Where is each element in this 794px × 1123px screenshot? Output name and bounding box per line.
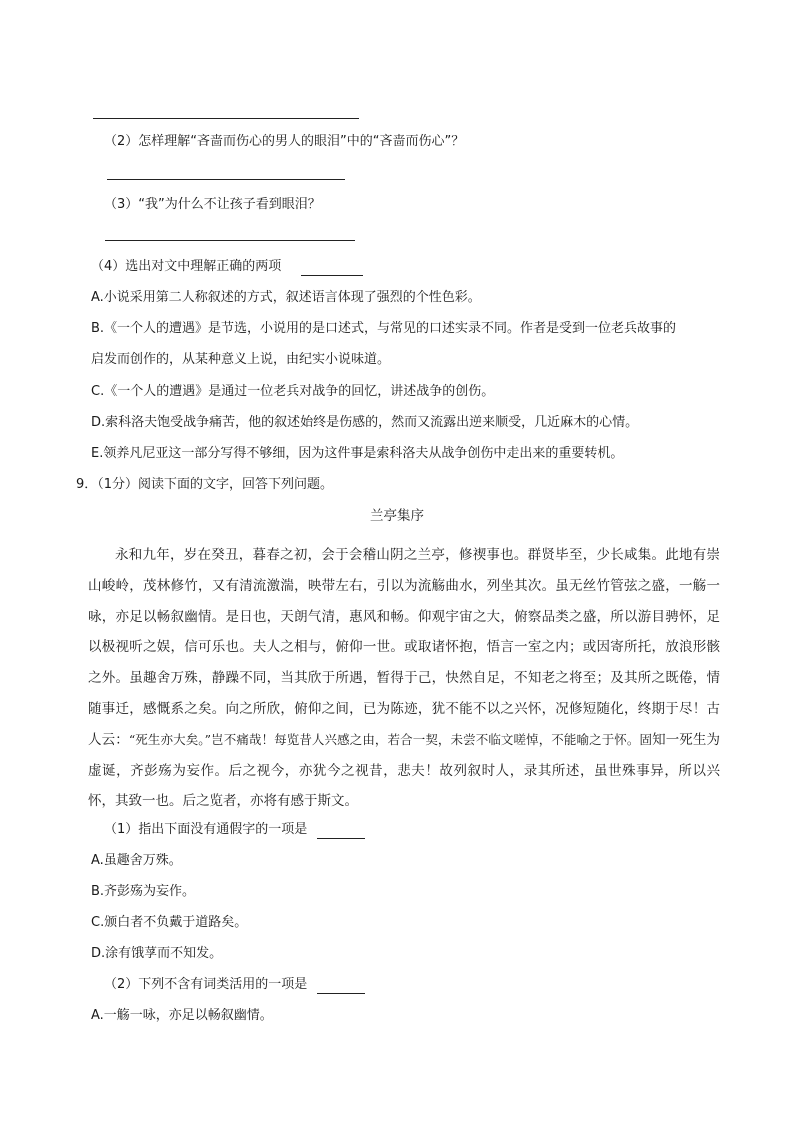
q9-sub1-question: （1）指出下面没有通假字的一项是: [104, 822, 308, 837]
q8-sub3-answer-line[interactable]: [105, 240, 355, 241]
q9-sub1-option-c: C.颁白者不负戴于道路矣。: [91, 915, 248, 930]
q9-sub1-option-b: B.齐彭殇为妄作。: [91, 884, 196, 899]
q8-option-b-continued: 启发而创作的，从某种意义上说，由纪实小说味道。: [91, 352, 391, 367]
passage-text-part2: 知一死生为虚诞，齐彭殇为妄作。后之视今，亦犹今之视昔，悲夫！故列叙时人，录其所述，虽世殊事异，所以兴怀，其致一也。后之览者，亦将有感于斯文。: [88, 731, 721, 810]
q9-stem: 9．（1分）阅读下面的文字，回答下列问题。: [76, 477, 334, 492]
answer-blank-line[interactable]: [93, 118, 359, 119]
q8-sub3-question: （3）“我”为什么不让孩子看到眼泪？: [104, 197, 321, 212]
q8-sub4-answer-blank[interactable]: [301, 275, 363, 276]
q9-sub2-question: （2）下列不含有词类活用的一项是: [104, 977, 308, 992]
q9-sub2-answer-blank[interactable]: [317, 993, 365, 994]
q8-sub4-question: （4）选出对文中理解正确的两项: [91, 259, 282, 274]
q8-option-c: C.《一个人的遭遇》是通过一位老兵对战争的回忆，讲述战争的创伤。: [91, 384, 495, 399]
passage-body: [88, 540, 720, 817]
q8-sub2-answer-line[interactable]: [107, 179, 345, 180]
q8-sub2-question: （2）怎样理解“吝啬而伤心的男人的眼泪”中的“吝啬而伤心”？: [104, 134, 465, 149]
q9-sub1-answer-blank[interactable]: [317, 838, 365, 839]
q9-sub2-option-a: A.一觞一咏，亦足以畅叙幽情。: [91, 1008, 273, 1023]
q8-option-e: E.领养凡尼亚这一部分写得不够细，因为这件事是索科洛夫从战争创伤中走出来的重要转机。: [91, 446, 624, 461]
passage-text-part1: 永和九年，岁在癸丑，暮春之初，会于会稽山阴之兰亭，修禊事也。群贤毕至，少长咸集。此地有崇山峻岭，茂林修竹，又有清流激湍，映带左右，引以为流觞曲水，列坐其次。虽无丝竹管弦之盛，一觞一咏，亦足以畅叙幽情。是日也，天朗气清，惠风和畅。仰观宇宙之大，俯察品类之盛，所以游目骋怀，足以极视听之娱，信可乐也。夫人之相与，俯仰一世。或取诸怀抱，悟言一室之内；或因寄所托，放浪形骸之外。虽趣舍万殊，静躁不同，当其欣于所遇，暂得于己，快然自足，不知老之将至；及其所之既倦，情随事迁，感慨系之矣。向之所欣，俯仰之间，已为陈迹，犹不能不以之兴怀，况修短随化，终期于尽！古人云：: [88, 547, 720, 748]
q9-sub1-option-a: A.虽趣舍万殊。: [91, 853, 182, 868]
q8-option-d: D.索科洛夫饱受战争痛苦，他的叙述始终是伤感的，然而又流露出逆来顺受，几近麻木的心情。: [91, 415, 639, 430]
q9-sub1-option-d: D.涂有饿莩而不知发。: [91, 946, 223, 961]
passage-text-quote: “死生亦大矣。”岂不痛哉！每览昔人兴感之由，若合一契，未尝不临文嗟悼，不能喻之于怀。固: [128, 731, 653, 747]
q8-option-b: B.《一个人的遭遇》是节选，小说用的是口述式，与常见的口述实录不同。作者是受到一位老兵故事的: [91, 321, 677, 336]
q8-option-a: A.小说采用第二人称叙述的方式，叙述语言体现了强烈的个性色彩。: [91, 290, 481, 305]
passage-title: 兰亭集序: [370, 508, 424, 524]
